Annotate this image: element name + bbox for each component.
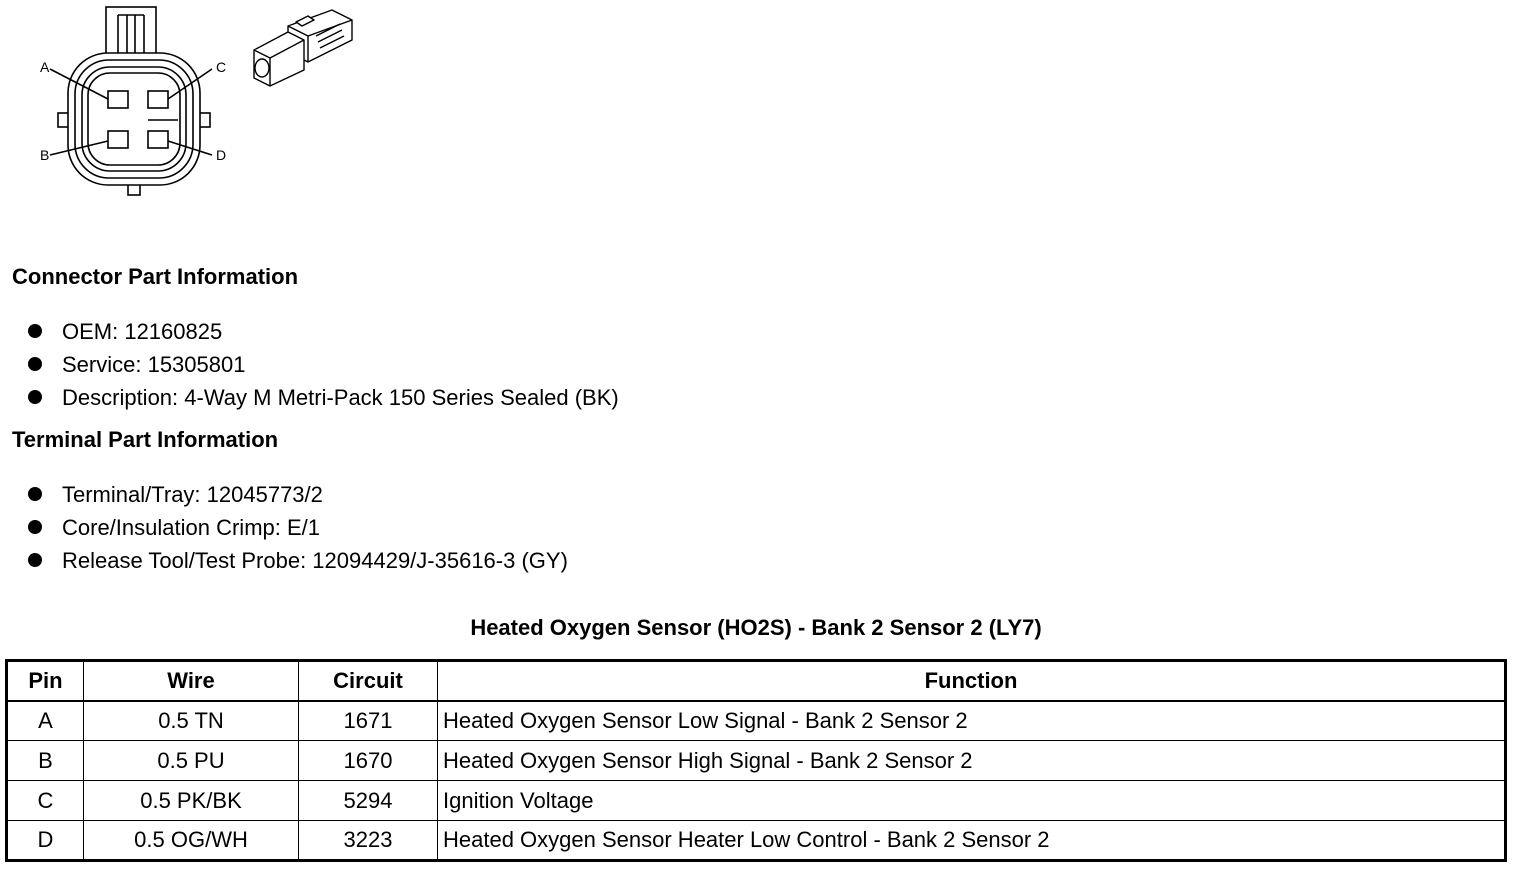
connector-part-info-list	[28, 315, 619, 414]
bullet-icon	[28, 553, 42, 567]
terminal-part-info-list	[28, 478, 568, 577]
cell-circuit: 5294	[299, 781, 438, 821]
bullet-icon	[28, 357, 42, 371]
cell-circuit: 1671	[299, 701, 438, 741]
header-wire: Wire	[84, 661, 299, 701]
pin-label-b: B	[40, 147, 50, 163]
pin-label-d: D	[216, 147, 227, 163]
cell-circuit: 1670	[299, 741, 438, 781]
cell-wire: 0.5 OG/WH	[84, 821, 299, 861]
bullet-icon	[28, 487, 42, 501]
pin-label-a: A	[40, 59, 50, 75]
connector-face-diagram	[30, 5, 240, 200]
list-item: Release Tool/Test Probe: 12094429/J-35616-3 (GY)	[28, 544, 568, 577]
pin-table	[5, 659, 1507, 862]
list-item: Terminal/Tray: 12045773/2	[28, 478, 568, 511]
cell-pin: B	[7, 741, 84, 781]
table-row	[7, 781, 1506, 821]
cell-function: Heated Oxygen Sensor High Signal - Bank 2 Sensor 2	[438, 741, 1506, 781]
table-row	[7, 741, 1506, 781]
cell-wire: 0.5 PK/BK	[84, 781, 299, 821]
cell-wire: 0.5 PU	[84, 741, 299, 781]
pin-table-title: Heated Oxygen Sensor (HO2S) - Bank 2 Sensor 2 (LY7)	[470, 615, 1042, 640]
cell-function: Ignition Voltage	[438, 781, 1506, 821]
list-item: OEM: 12160825	[28, 315, 619, 348]
header-circuit: Circuit	[299, 661, 438, 701]
cell-wire: 0.5 TN	[84, 701, 299, 741]
table-row	[7, 701, 1506, 741]
cell-pin: A	[7, 701, 84, 741]
cell-pin: D	[7, 821, 84, 861]
cell-circuit: 3223	[299, 821, 438, 861]
header-pin: Pin	[7, 661, 84, 701]
header-function: Function	[438, 661, 1506, 701]
table-header-row	[7, 661, 1506, 701]
bullet-icon	[28, 390, 42, 404]
table-row	[7, 821, 1506, 861]
cell-function: Heated Oxygen Sensor Low Signal - Bank 2 Sensor 2	[438, 701, 1506, 741]
list-item: Service: 15305801	[28, 348, 619, 381]
cell-function: Heated Oxygen Sensor Heater Low Control - Bank 2 Sensor 2	[438, 821, 1506, 861]
connector-isometric-illustration	[248, 8, 360, 88]
connector-part-info-heading: Connector Part Information	[12, 264, 299, 289]
bullet-icon	[28, 324, 42, 338]
bullet-icon	[28, 520, 42, 534]
cell-pin: C	[7, 781, 84, 821]
list-item: Core/Insulation Crimp: E/1	[28, 511, 568, 544]
list-item: Description: 4-Way M Metri-Pack 150 Series Sealed (BK)	[28, 381, 619, 414]
terminal-part-info-heading: Terminal Part Information	[12, 427, 279, 452]
pin-label-c: C	[216, 59, 227, 75]
